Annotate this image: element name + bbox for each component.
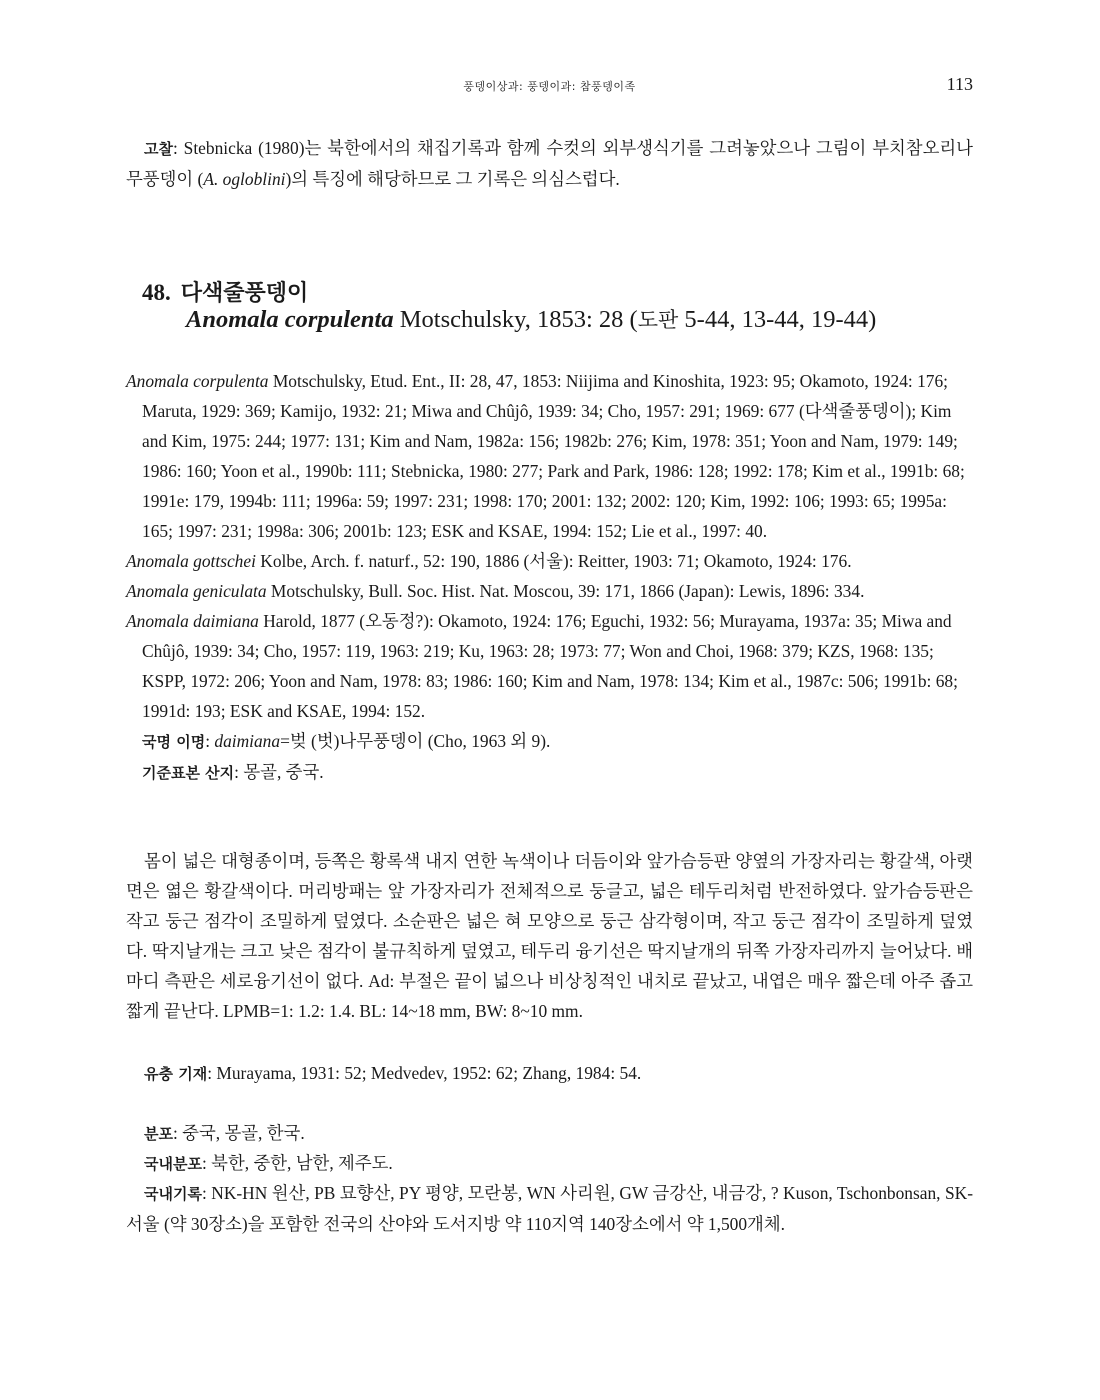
species-number: 48. xyxy=(142,280,171,305)
synonym-entry: Anomala gottschei Kolbe, Arch. f. naturf., 52: 190, 1886 (서울): Reitter, 1903: 71; Okamoto, 1924: 176. xyxy=(126,551,852,571)
species-plates: (도판 5-44, 13-44, 19-44) xyxy=(629,306,877,333)
page-header xyxy=(126,74,973,98)
discussion-species: A. ogloblini xyxy=(203,169,286,189)
larva-description: 유충 기재: Murayama, 1931: 52; Medvedev, 1952: 62; Zhang, 1984: 54. xyxy=(144,1063,642,1083)
distribution: 분포: 중국, 몽골, 한국. xyxy=(144,1123,305,1143)
discussion-note xyxy=(126,133,973,194)
domestic-distribution: 국내분포: 북한, 중한, 남한, 제주도. xyxy=(144,1153,393,1173)
synonym-entry: Anomala corpulenta Motschulsky, Etud. Ent., II: 28, 47, 1853: Niijima and Kinoshita, 1923: 95; Okamoto, 1924: 176; Maruta, 1929: 369; Kamijo, 1932: 21; Miwa and Chûjô, 1939: 34; Cho, 1957: 291; 1969: 677 (다색줄풍뎅이); Kim and Kim, 1975: 244; 1977: 131; Kim and Nam, 1982a: 156; 1982b: 276; Kim, 1978: 351; Yoon and Nam, 1979: 149; 1986: 160; Yoon et al., 1990b: 111; Stebnicka, 1980: 277; Park and Park, 1986: 128; 1992: 178; Kim et al., 1991b: 68; 1991e: 179, 1994b: 111; 1996a: 59; 1997: 231; 1998: 170; 2001: 132; 2002: 120; Kim, 1992: 106; 1993: 65; 1995a: 165; 1997: 231; 1998a: 306; 2001b: 123; ESK and KSAE, 1994: 152; Lie et al., 1997: 40. xyxy=(126,371,965,541)
korean-name-synonym: 국명 이명: daimiana=벚 (벗)나무풍뎅이 (Cho, 1963 외 9). xyxy=(142,731,551,751)
species-scientific-name: Anomala corpulenta xyxy=(186,306,394,333)
discussion-text-after: )의 특징에 해당하므로 그 기록은 의심스럽다. xyxy=(285,169,620,189)
species-heading xyxy=(142,276,308,307)
species-scientific-heading xyxy=(186,304,876,334)
synonym-entry: Anomala geniculata Motschulsky, Bull. Soc. Hist. Nat. Moscou, 39: 171, 1866 (Japan): Lewis, 1896: 334. xyxy=(126,581,865,601)
species-korean-name: 다색줄풍뎅이 xyxy=(180,281,309,306)
domestic-records: 국내기록: NK-HN 원산, PB 묘향산, PY 평양, 모란봉, WN 사리원, GW 금강산, 내금강, ? Kuson, Tschonbonsan, SK-서울 (약 30장소)을 포함한 전국의 산야와 도서지방 약 110지역 140장소에서 약 1,500개체. xyxy=(126,1183,973,1234)
page-number: 113 xyxy=(946,74,973,94)
running-head: 풍뎅이상과: 풍뎅이과: 참풍뎅이족 xyxy=(463,80,636,93)
discussion-label: 고찰 xyxy=(144,140,173,158)
species-author-year: Motschulsky, 1853: 28 xyxy=(399,306,624,333)
synonym-entry: Anomala daimiana Harold, 1877 (오동정?): Okamoto, 1924: 176; Eguchi, 1932: 56; Murayama, 1937a: 35; Miwa and Chûjô, 1939: 34; Cho, 1957: 119, 1963: 219; Ku, 1963: 28; 1973: 77; Won and Choi, 1968: 379; KZS, 1968: 135; KSPP, 1972: 206; Yoon and Nam, 1978: 83; 1986: 160; Kim and Nam, 1978: 134; Kim et al., 1987c: 506; 1991b: 68; 1991d: 193; ESK and KSAE, 1994: 152. xyxy=(126,611,958,721)
species-description: 몸이 넓은 대형종이며, 등쪽은 황록색 내지 연한 녹색이나 더듬이와 앞가슴등판 양옆의 가장자리는 황갈색, 아랫면은 엷은 황갈색이다. 머리방패는 앞 가장자리가 전체적으로 둥글고, 넓은 테두리처럼 반전하였다. 앞가슴등판은 작고 둥근 점각이 조밀하게 덮였다. 소순판은 넓은 혀 모양으로 둥근 삼각형이며, 작고 둥근 점각이 조밀하게 덮였다. 딱지날개는 크고 낮은 점각이 불규칙하게 덮였고, 테두리 융기선은 딱지날개의 뒤쪽 가장자리까지 늘어났다. 배마디 측판은 세로융기선이 없다. Ad: 부절은 끝이 넓으나 비상칭적인 내치로 끝났고, 내엽은 매우 짧은데 아주 좁고 짧게 끝난다. LPMB=1: 1.2: 1.4. BL: 14~18 mm, BW: 8~10 mm. xyxy=(126,851,973,1021)
synonymy-list xyxy=(126,366,973,788)
discussion-text-before: : Stebnicka (1980)는 북한에서의 채집기록과 함께 수컷의 외부생식기를 그려놓았으나 그림이 부치참오리나무풍뎅이 ( xyxy=(126,138,973,189)
type-locality: 기준표본 산지: 몽골, 중국. xyxy=(142,762,324,782)
